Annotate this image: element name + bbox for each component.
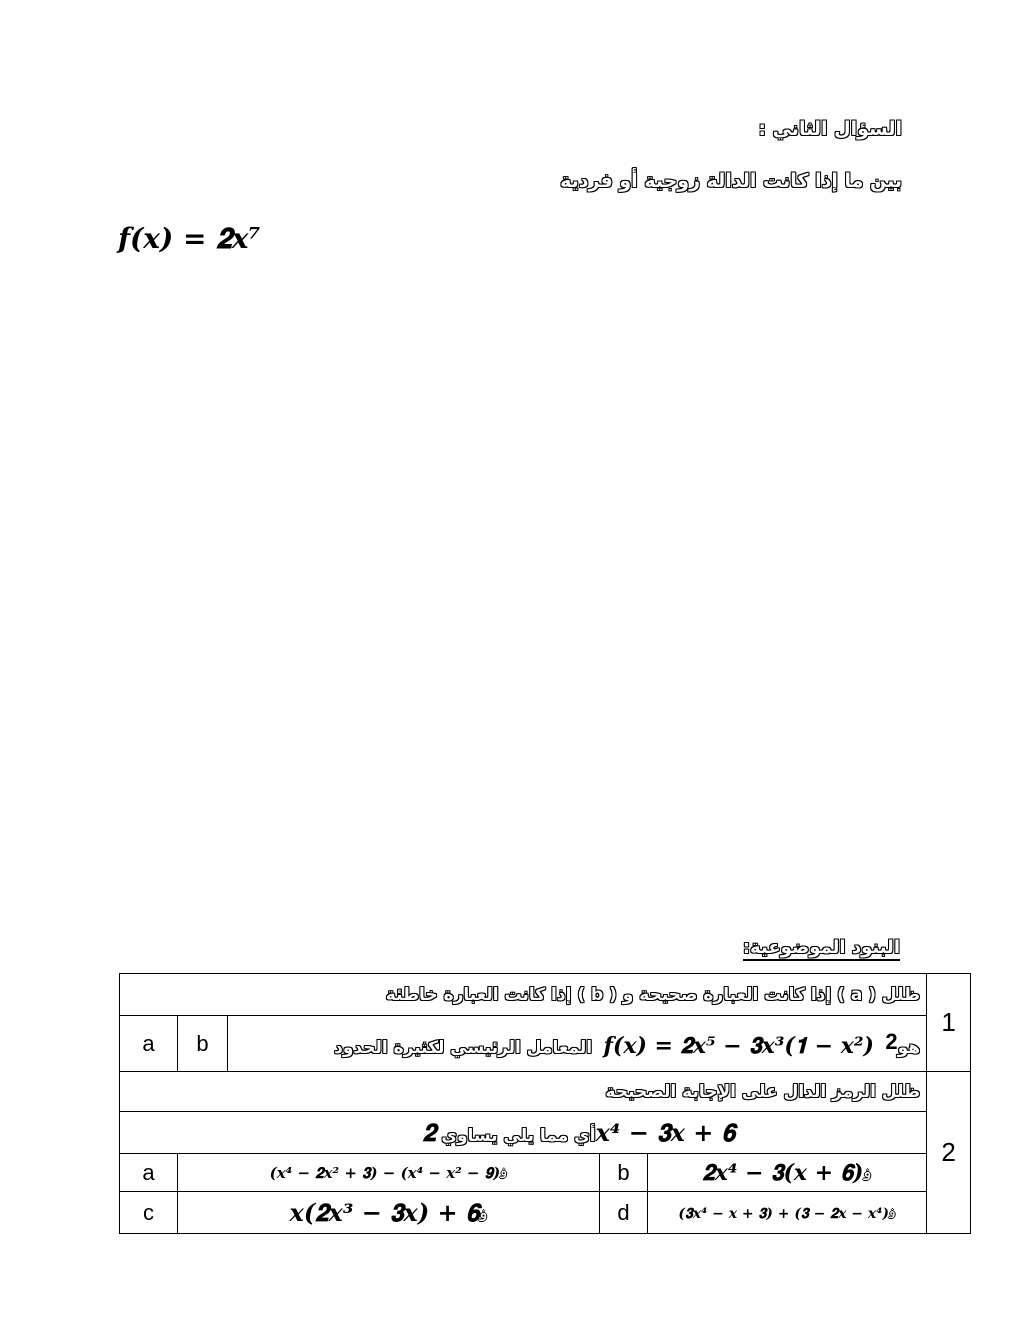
q2-option-d[interactable] [648,1192,927,1234]
q1-option-b[interactable]: b [178,1016,228,1072]
q1-statement [228,1016,927,1072]
objective-table [119,973,971,1234]
q2-stem [120,1112,927,1154]
q2-option-d-label[interactable]: d [600,1192,648,1234]
q1-statement-text: المعامل الرئيسي لكثيرة الحدود [334,1037,593,1058]
function-expression: 𝒇(𝒙) = 𝟐𝒙⁷ [118,222,261,255]
q2-option-a[interactable] [178,1154,600,1192]
q2-instruction: ظلل الرمز الدال على الإجابة الصحيحة [120,1072,927,1112]
q1-option-a[interactable]: a [120,1016,178,1072]
section-title: البنود الموضوعية: [743,937,900,961]
q2-option-a-label[interactable]: a [120,1154,178,1192]
q1-statement-value: 2 [885,1028,898,1054]
q2-option-a-expr: (𝒙⁴ − 𝟐𝒙² + 𝟑) − (𝒙⁴ − 𝒙² − 𝟗) [269,1164,501,1182]
q1-statement-math: 𝒇(𝒙) = 𝟐𝒙⁵ − 𝟑𝒙³(𝟏 − 𝒙²) [603,1032,874,1059]
q2-option-c[interactable] [178,1192,600,1234]
q2-option-c-suffix: ﻓ [479,1206,488,1226]
q2-option-b[interactable] [648,1154,927,1192]
q2-stem-text: أي مما يلي يساوي [441,1126,596,1146]
question-instruction: بين ما إذا كانت الدالة زوجية أو فردية [560,170,902,192]
q1-number: 1 [927,974,971,1072]
q1-instruction: ظلل ( a ) إذا كانت العبارة صحيحة و ( b ) إذا كانت العبارة خاطئة [120,974,927,1016]
q2-option-b-label[interactable]: b [600,1154,648,1192]
q2-option-b-expr: 𝟐𝒙⁴ − 𝟑(𝒙 + 𝟔) [702,1159,864,1186]
q2-option-a-suffix: ﻓ [500,1164,508,1182]
q2-stem-math: 𝟐𝒙⁴ − 𝟑𝒙 + 𝟔 [422,1118,736,1147]
q2-number: 2 [927,1072,971,1234]
q2-option-d-suffix: ﻓ [889,1206,896,1222]
q2-option-b-suffix: ﻓ [863,1164,872,1185]
q1-statement-end: هو [897,1037,921,1058]
q2-option-d-expr: (𝟑𝒙⁴ − 𝒙 + 𝟑) + (𝟑 − 𝟐𝒙 − 𝒙⁴) [678,1206,890,1222]
question-title: السؤال الثاني : [758,118,902,140]
q2-option-c-expr: 𝒙(𝟐𝒙³ − 𝟑𝒙) + 𝟔 [289,1198,480,1227]
q2-option-c-label[interactable]: c [120,1192,178,1234]
